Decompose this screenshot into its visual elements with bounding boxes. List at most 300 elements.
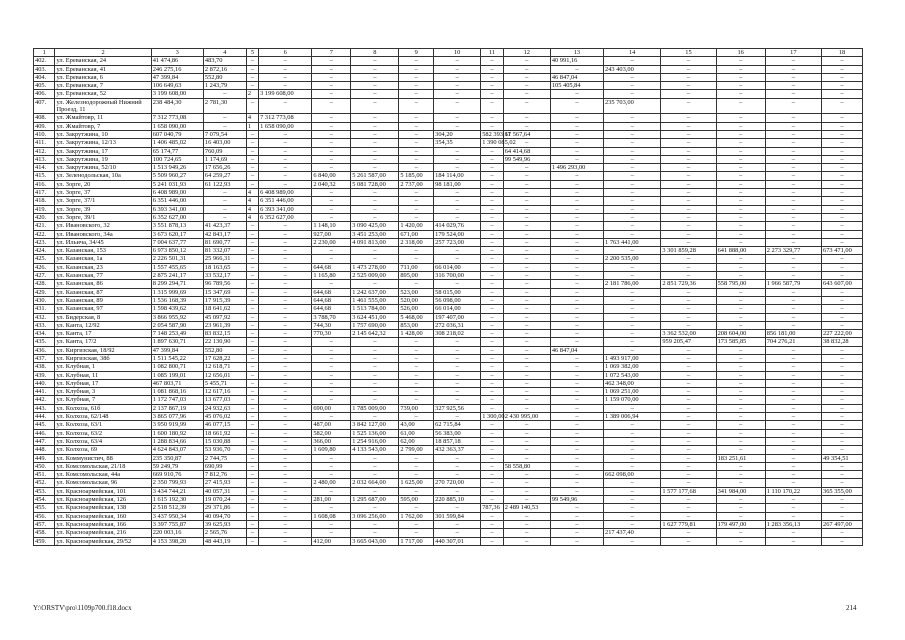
value-cell: –	[503, 288, 550, 296]
value-cell: –	[434, 338, 481, 346]
value-cell: 462 348,00	[604, 379, 661, 387]
value-cell: –	[434, 529, 481, 537]
value-cell: –	[351, 82, 399, 90]
value-cell: –	[481, 263, 504, 271]
value-cell: –	[604, 338, 661, 346]
value-cell: –	[259, 338, 312, 346]
value-cell: –	[503, 496, 550, 504]
value-cell: –	[351, 65, 399, 73]
value-cell: –	[259, 147, 312, 155]
value-cell: –	[604, 82, 661, 90]
value-cell: 6 393 341,00	[259, 205, 312, 213]
value-cell: 7 312 773,08	[259, 114, 312, 122]
value-cell: 3 397 755,87	[151, 520, 203, 528]
value-cell: 220 003,16	[151, 529, 203, 537]
value-cell: –	[716, 255, 765, 263]
value-cell: –	[399, 139, 434, 147]
table-row	[34, 437, 863, 445]
value-cell: –	[765, 189, 821, 197]
value-cell: –	[604, 462, 661, 470]
value-cell: 3 451 253,00	[351, 230, 399, 238]
value-cell: –	[661, 90, 716, 98]
value-cell: –	[503, 114, 550, 122]
value-cell: –	[765, 396, 821, 404]
value-cell: –	[351, 504, 399, 512]
value-cell: –	[481, 147, 504, 155]
value-cell: 29 371,86	[203, 504, 246, 512]
value-cell: –	[246, 147, 258, 155]
row-number-cell: 425.	[34, 255, 55, 263]
value-cell: 308 218,02	[434, 330, 481, 338]
table-row	[34, 82, 863, 90]
value-cell: –	[481, 205, 504, 213]
value-cell: –	[481, 155, 504, 163]
value-cell: 1 717,00	[399, 537, 434, 545]
value-cell: 58 558,80	[503, 462, 550, 470]
value-cell: –	[716, 305, 765, 313]
value-cell: –	[765, 529, 821, 537]
value-cell: –	[716, 272, 765, 280]
value-cell: 523,00	[399, 288, 434, 296]
value-cell: –	[503, 313, 550, 321]
value-cell: –	[716, 296, 765, 304]
address-cell: ул. Казанская, 77	[55, 272, 151, 280]
value-cell: –	[312, 82, 351, 90]
value-cell: –	[550, 280, 603, 288]
value-cell: –	[661, 437, 716, 445]
value-cell: 1 072 543,00	[604, 371, 661, 379]
value-cell: –	[481, 462, 504, 470]
value-cell: –	[351, 73, 399, 81]
value-cell: –	[822, 462, 863, 470]
value-cell: –	[822, 471, 863, 479]
value-cell: 19 070,24	[203, 496, 246, 504]
value-cell: –	[503, 471, 550, 479]
value-cell: 238 484,30	[151, 98, 203, 114]
value-cell: –	[246, 354, 258, 362]
value-cell: –	[661, 164, 716, 172]
value-cell: –	[351, 164, 399, 172]
table-row	[34, 313, 863, 321]
value-cell: –	[503, 446, 550, 454]
value-cell: –	[351, 338, 399, 346]
value-cell: –	[481, 272, 504, 280]
column-header: 13	[550, 49, 603, 57]
value-cell: –	[312, 363, 351, 371]
table-row	[34, 379, 863, 387]
address-cell: ул. Киргизская, 18/92	[55, 346, 151, 354]
value-cell: –	[822, 139, 863, 147]
value-cell: –	[822, 296, 863, 304]
value-cell: –	[351, 346, 399, 354]
value-cell: 2 525 009,00	[351, 272, 399, 280]
value-cell: 1 598 439,62	[151, 305, 203, 313]
value-cell: 2 226 501,31	[151, 255, 203, 263]
column-header: 18	[822, 49, 863, 57]
value-cell: –	[716, 529, 765, 537]
value-cell: 179 524,00	[434, 230, 481, 238]
value-cell: 7 004 637,77	[151, 238, 203, 246]
table-row	[34, 471, 863, 479]
value-cell: 4	[246, 213, 258, 221]
column-header: 6	[259, 49, 312, 57]
value-cell: –	[312, 255, 351, 263]
value-cell: 6 352 627,00	[259, 213, 312, 221]
value-cell: –	[765, 462, 821, 470]
table-row	[34, 147, 863, 155]
value-cell: –	[312, 57, 351, 65]
value-cell: –	[661, 263, 716, 271]
value-cell: –	[550, 189, 603, 197]
row-number-cell: 451.	[34, 471, 55, 479]
value-cell: –	[604, 230, 661, 238]
value-cell: –	[399, 114, 434, 122]
table-row	[34, 155, 863, 163]
table-row	[34, 255, 863, 263]
value-cell: –	[716, 130, 765, 138]
value-cell: –	[503, 537, 550, 545]
value-cell: –	[434, 520, 481, 528]
value-cell: –	[503, 139, 550, 147]
value-cell: –	[716, 396, 765, 404]
row-number-cell: 453.	[34, 487, 55, 495]
row-number-cell: 428.	[34, 280, 55, 288]
value-cell: –	[765, 172, 821, 180]
value-cell: 487,00	[312, 421, 351, 429]
value-cell: –	[550, 213, 603, 221]
address-cell: ул. Канта, 17	[55, 330, 151, 338]
value-cell: –	[351, 147, 399, 155]
value-cell: –	[481, 537, 504, 545]
value-cell: –	[246, 421, 258, 429]
value-cell: –	[246, 413, 258, 421]
value-cell: 641 888,00	[716, 247, 765, 255]
value-cell: –	[716, 263, 765, 271]
value-cell: –	[822, 396, 863, 404]
value-cell: –	[399, 247, 434, 255]
value-cell: –	[822, 371, 863, 379]
value-cell: –	[716, 354, 765, 362]
value-cell: 65 174,77	[151, 147, 203, 155]
value-cell: 467 803,71	[151, 379, 203, 387]
value-cell: 1 428,00	[399, 330, 434, 338]
value-cell: –	[503, 338, 550, 346]
value-cell: 3 301 859,28	[661, 247, 716, 255]
value-cell: 4	[246, 114, 258, 122]
value-cell: –	[550, 437, 603, 445]
value-cell: –	[246, 454, 258, 462]
value-cell: –	[259, 155, 312, 163]
value-cell: –	[259, 396, 312, 404]
value-cell: –	[661, 213, 716, 221]
value-cell: –	[661, 82, 716, 90]
value-cell: –	[550, 205, 603, 213]
value-cell: –	[481, 296, 504, 304]
value-cell: 595,00	[399, 496, 434, 504]
row-number-cell: 421.	[34, 222, 55, 230]
value-cell: 3 434 744,21	[151, 487, 203, 495]
value-cell: –	[481, 172, 504, 180]
value-cell: –	[312, 247, 351, 255]
column-header: 12	[503, 49, 550, 57]
value-cell: 2 480,00	[312, 479, 351, 487]
value-cell: –	[259, 296, 312, 304]
value-cell: –	[604, 313, 661, 321]
value-cell: –	[661, 404, 716, 412]
value-cell: –	[246, 346, 258, 354]
value-cell: –	[604, 429, 661, 437]
value-cell: –	[550, 197, 603, 205]
value-cell: 24 932,63	[203, 404, 246, 412]
table-row	[34, 205, 863, 213]
value-cell: –	[481, 421, 504, 429]
value-cell: –	[434, 65, 481, 73]
value-cell: –	[481, 388, 504, 396]
table-row	[34, 213, 863, 221]
value-cell: 47 399,84	[151, 73, 203, 81]
value-cell: –	[399, 65, 434, 73]
value-cell: –	[503, 296, 550, 304]
table-row	[34, 238, 863, 246]
value-cell: –	[503, 73, 550, 81]
value-cell: –	[481, 471, 504, 479]
value-cell: –	[259, 305, 312, 313]
value-cell: –	[765, 313, 821, 321]
value-cell: –	[550, 180, 603, 188]
value-cell: 243 403,00	[604, 65, 661, 73]
value-cell: –	[203, 189, 246, 197]
value-cell: –	[259, 98, 312, 114]
value-cell: –	[503, 197, 550, 205]
value-cell: –	[246, 305, 258, 313]
value-cell: –	[259, 130, 312, 138]
value-cell: –	[312, 164, 351, 172]
value-cell: –	[550, 222, 603, 230]
value-cell: 671,00	[399, 230, 434, 238]
address-cell: ул. Коммунистич, 88	[55, 454, 151, 462]
value-cell: –	[765, 238, 821, 246]
value-cell: –	[434, 454, 481, 462]
value-cell: –	[604, 346, 661, 354]
value-cell: 7 312 773,08	[151, 114, 203, 122]
value-cell: 46 847,04	[550, 73, 603, 81]
value-cell: –	[765, 537, 821, 545]
value-cell: –	[246, 280, 258, 288]
address-cell: ул. Закрутжина, 19	[55, 155, 151, 163]
header-row	[34, 49, 863, 57]
value-cell: 3 673 620,17	[151, 230, 203, 238]
value-cell: –	[481, 280, 504, 288]
column-header: 16	[716, 49, 765, 57]
row-number-cell: 415.	[34, 172, 55, 180]
value-cell: –	[661, 65, 716, 73]
value-cell: 1 511 545,22	[151, 354, 203, 362]
row-number-cell: 456.	[34, 512, 55, 520]
address-cell: ул. Колхоза, 62/148	[55, 413, 151, 421]
value-cell: –	[550, 512, 603, 520]
value-cell: 48 443,19	[203, 537, 246, 545]
value-cell: –	[822, 272, 863, 280]
value-cell: 770,30	[312, 330, 351, 338]
table-row	[34, 263, 863, 271]
value-cell: –	[604, 504, 661, 512]
value-cell: –	[503, 164, 550, 172]
value-cell: –	[765, 354, 821, 362]
value-cell: –	[716, 230, 765, 238]
value-cell: 711,00	[399, 263, 434, 271]
value-cell: –	[434, 164, 481, 172]
value-cell: 46 847,04	[550, 346, 603, 354]
address-cell: ул. Красноармейская, 138	[55, 504, 151, 512]
row-number-cell: 424.	[34, 247, 55, 255]
value-cell: –	[259, 139, 312, 147]
value-cell: –	[765, 82, 821, 90]
value-cell: –	[716, 446, 765, 454]
value-cell: –	[434, 247, 481, 255]
row-number-cell: 422.	[34, 230, 55, 238]
value-cell: –	[822, 73, 863, 81]
value-cell: 17 915,39	[203, 296, 246, 304]
value-cell: 2 851 729,36	[661, 280, 716, 288]
table-row	[34, 346, 863, 354]
value-cell: –	[550, 330, 603, 338]
value-cell: 105 405,84	[550, 82, 603, 90]
address-cell: ул. Зорге, 20	[55, 180, 151, 188]
address-cell: ул. Комсомольская, 96	[55, 479, 151, 487]
value-cell: –	[503, 487, 550, 495]
value-cell: –	[661, 363, 716, 371]
value-cell: 316 700,00	[434, 272, 481, 280]
value-cell: –	[481, 164, 504, 172]
value-cell: 5 241 031,93	[151, 180, 203, 188]
value-cell: –	[246, 238, 258, 246]
value-cell: –	[604, 330, 661, 338]
table-row	[34, 247, 863, 255]
value-cell: –	[481, 247, 504, 255]
value-cell: –	[604, 155, 661, 163]
value-cell: –	[822, 446, 863, 454]
value-cell: 1 300,00	[482, 413, 505, 421]
value-cell: –	[259, 57, 312, 65]
value-cell: 1 966 587,79	[765, 280, 821, 288]
value-cell: –	[503, 396, 550, 404]
value-cell: –	[661, 346, 716, 354]
value-cell: –	[481, 313, 504, 321]
value-cell: –	[399, 487, 434, 495]
value-cell: –	[765, 305, 821, 313]
address-cell: ул. Казанская, 153	[55, 247, 151, 255]
value-cell: –	[604, 520, 661, 528]
value-cell: –	[351, 189, 399, 197]
value-cell: –	[246, 330, 258, 338]
value-cell: 856 181,00	[765, 330, 821, 338]
value-cell: –	[661, 471, 716, 479]
address-cell: ул. Красноармейская, 126	[55, 496, 151, 504]
value-cell: –	[550, 321, 603, 329]
table-row	[34, 90, 863, 98]
value-cell: 1 496 293,00	[550, 164, 603, 172]
value-cell: –	[550, 404, 603, 412]
value-cell: –	[434, 122, 481, 130]
value-cell: –	[259, 272, 312, 280]
value-cell: 99 549,96	[503, 155, 550, 163]
value-cell: 895,00	[399, 272, 434, 280]
value-cell: –	[503, 57, 550, 65]
row-number-cell: 427.	[34, 272, 55, 280]
value-cell: –	[399, 454, 434, 462]
value-cell: 483,70	[203, 57, 246, 65]
value-cell: –	[434, 90, 481, 98]
value-cell: 1 536 168,39	[151, 296, 203, 304]
value-cell: –	[399, 213, 434, 221]
value-cell: 1 658 090,00	[151, 122, 203, 130]
value-cell: –	[661, 98, 716, 114]
row-number-cell: 407.	[34, 98, 55, 114]
value-cell: –	[822, 346, 863, 354]
value-cell: –	[434, 379, 481, 387]
row-number-cell: 444.	[34, 413, 55, 421]
value-cell: –	[503, 529, 550, 537]
value-cell: –	[399, 504, 434, 512]
value-cell: –	[765, 114, 821, 122]
value-cell: –	[716, 164, 765, 172]
value-cell: –	[503, 354, 550, 362]
value-cell: –	[604, 437, 661, 445]
row-number-cell: 447.	[34, 437, 55, 445]
value-cell: –	[434, 197, 481, 205]
value-cell: –	[604, 147, 661, 155]
value-cell: –	[351, 139, 399, 147]
value-cell: 58 015,00	[434, 288, 481, 296]
value-cell: 2 040,32	[312, 180, 351, 188]
value-cell: –	[716, 429, 765, 437]
value-cell: –	[661, 238, 716, 246]
value-cell: –	[661, 147, 716, 155]
value-cell: 49 354,51	[822, 454, 863, 462]
value-cell: 99 549,96	[550, 496, 603, 504]
value-cell: –	[399, 255, 434, 263]
address-cell: ул. Колхоза, 69	[55, 446, 151, 454]
value-cell: –	[246, 371, 258, 379]
value-cell: 662 098,00	[604, 471, 661, 479]
table-row	[34, 487, 863, 495]
value-cell: –	[822, 437, 863, 445]
value-cell: –	[503, 172, 550, 180]
value-cell: –	[765, 213, 821, 221]
value-cell: –	[550, 90, 603, 98]
value-cell: –	[481, 371, 504, 379]
table-row	[34, 479, 863, 487]
value-cell: –	[503, 421, 550, 429]
value-cell: –	[434, 504, 481, 512]
address-cell: ул. Красноармейская, 160	[55, 512, 151, 520]
value-cell: –	[399, 471, 434, 479]
value-cell: –	[604, 512, 661, 520]
value-cell: –	[351, 57, 399, 65]
value-cell: –	[434, 413, 481, 421]
row-number-cell: 438.	[34, 363, 55, 371]
value-cell: –	[503, 65, 550, 73]
value-cell: –	[550, 230, 603, 238]
value-cell: 281,00	[312, 496, 351, 504]
value-cell: –	[550, 537, 603, 545]
value-cell: –	[312, 205, 351, 213]
value-cell: 927,00	[312, 230, 351, 238]
value-cell: –	[312, 354, 351, 362]
value-cell: –	[312, 371, 351, 379]
value-cell: –	[259, 172, 312, 180]
value-cell: –	[203, 90, 246, 98]
